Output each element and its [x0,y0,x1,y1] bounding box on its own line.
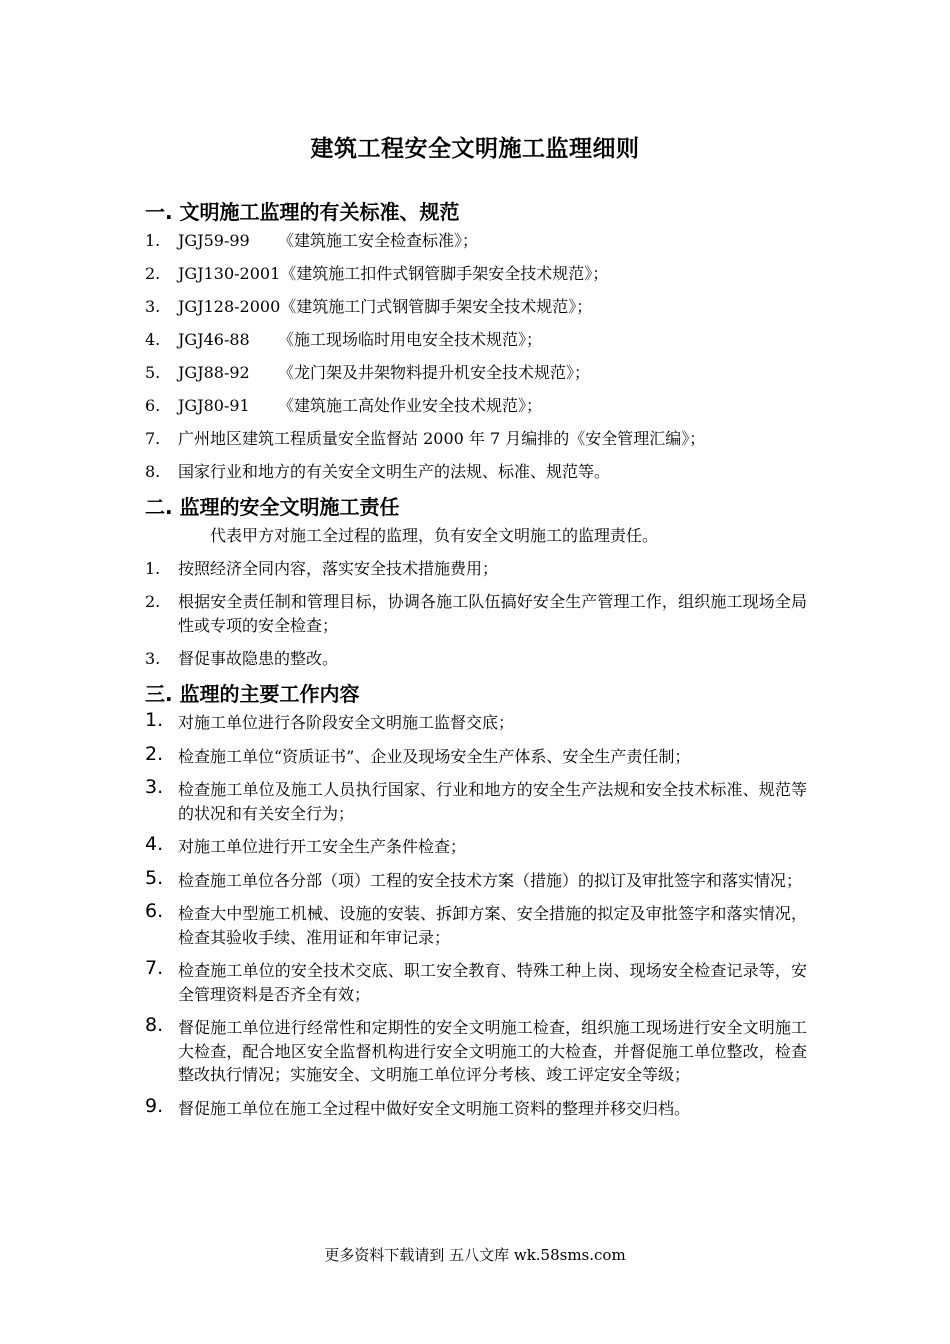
standard-code: JGJ88-92 [178,363,250,382]
item-number: 4. [145,330,161,349]
item-number: 4. [145,833,164,855]
list-item [145,229,807,253]
item-number: 1. [145,231,161,250]
item-number: 8. [145,1014,164,1036]
work-content-list [145,711,807,1120]
list-item [145,394,807,418]
list-item [145,1094,807,1121]
list-item [145,262,807,286]
item-number: 1. [145,709,164,731]
item-text: 《建筑施工高处作业安全技术规范》； [278,396,543,415]
item-number: 2. [145,742,164,765]
list-item [145,778,807,825]
list-item [145,1016,807,1087]
item-text: 对施工单位进行开工安全生产条件检查； [178,837,467,856]
item-number: 5. [145,363,161,382]
item-text: 督促施工单位进行经常性和定期性的安全文明施工检查，组织施工现场进行安全文明施工大检查，配合地区安全监督机构进行安全文明施工的大检查，并督促施工单位整改，检查整改执行情况；实施安全、文明施工单位评分考核、竣工评定安全等级； [178,1018,807,1084]
list-item [145,647,807,671]
item-text: 《施工现场临时用电安全技术规范》； [278,330,543,349]
list-item [145,742,807,769]
list-item [145,835,807,859]
item-text: 督促事故隐患的整改。 [178,649,339,668]
list-item [145,557,807,581]
item-number: 1. [145,559,161,578]
item-number: 6. [145,900,164,922]
item-text: 检查施工单位各分部（项）工程的安全技术方案（措施）的拟订及审批签字和落实情况； [178,870,803,890]
list-item [145,460,807,484]
item-number: 2. [145,592,161,611]
item-number: 3. [145,776,164,798]
item-text: 按照经济全同内容，落实安全技术措施费用； [178,559,499,578]
item-text: 检查施工单位及施工人员执行国家、行业和地方的安全生产法规和安全技术标准、规范等的状况和有关安全行为； [178,780,807,823]
document-body [145,198,807,1130]
item-text: 检查大中型施工机械、设施的安装、拆卸方案、安全措施的拟定及审批签字和落实情况，检查其验收手续、准用证和年审记录； [178,904,807,947]
responsibility-list [145,557,807,671]
list-item [145,959,807,1006]
section-heading-standards: 一. 文明施工监理的有关标准、规范 [145,200,460,224]
list-item [145,866,807,893]
item-number: 3. [145,297,161,316]
list-item [145,590,807,638]
item-number: 7. [145,429,161,448]
item-number: 5. [145,866,164,889]
list-item [145,711,807,735]
standards-list [145,229,807,484]
item-number: 7. [145,957,164,979]
item-text: 《建筑施工安全检查标准》； [278,231,479,250]
standard-code: JGJ128-2000 [178,297,281,316]
item-text: 检查施工单位的安全技术交底、职工安全教育、特殊工种上岗、现场安全检查记录等，安全管理资料是否齐全有效； [178,961,807,1004]
section-heading-responsibility: 二. 监理的安全文明施工责任 [145,495,400,519]
list-item [145,295,807,319]
item-text: 广州地区建筑工程质量安全监督站 2000 年 7 月编排的《安全管理汇编》； [178,429,706,448]
item-text: 《建筑施工门式钢管脚手架安全技术规范》； [280,297,593,316]
standard-code: JGJ80-91 [178,396,250,415]
item-text: 《龙门架及井架物料提升机安全技术规范》； [278,363,591,382]
item-number: 3. [145,649,161,668]
list-item [145,902,807,949]
item-number: 8. [145,462,161,481]
item-text: 根据安全责任制和管理目标，协调各施工队伍搞好安全生产管理工作，组织施工现场全局性或专项的安全检查； [178,592,807,635]
item-text: 国家行业和地方的有关安全文明生产的法规、标准、规范等。 [178,462,611,481]
footer-note: 更多资料下载请到 五八文库 wk.58sms.com [324,1246,626,1264]
list-item [145,427,807,451]
section-heading-work-content: 三. 监理的主要工作内容 [145,682,360,706]
item-text: 对施工单位进行各阶段安全文明施工监督交底； [178,713,515,732]
standard-code: JGJ46-88 [178,330,250,349]
list-item [145,361,807,385]
item-text: 检查施工单位“资质证书”、企业及现场安全生产体系、安全生产责任制； [178,746,691,766]
list-item [145,328,807,352]
item-number: 6. [145,396,161,415]
item-text: 《建筑施工扣件式钢管脚手架安全技术规范》； [280,264,609,283]
item-number: 9. [145,1094,164,1117]
standard-code: JGJ130-2001 [178,264,281,283]
item-number: 2. [145,264,161,283]
standard-code: JGJ59-99 [178,231,250,250]
item-text: 督促施工单位在施工全过程中做好安全文明施工资料的整理并移交归档。 [178,1098,691,1118]
section-intro: 代表甲方对施工全过程的监理，负有安全文明施工的监理责任。 [210,526,659,545]
document-title: 建筑工程安全文明施工监理细则 [310,136,640,162]
